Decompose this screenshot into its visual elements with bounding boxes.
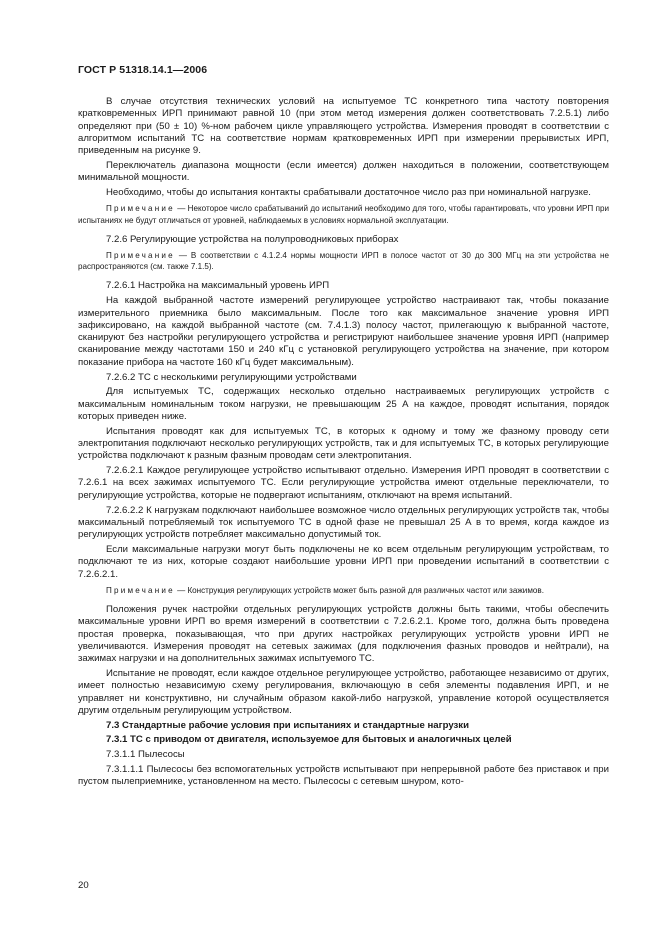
document-header: ГОСТ Р 51318.14.1—2006 [78, 64, 208, 76]
body-paragraph: На каждой выбранной частоте измерений регулирующее устройство настраивают так, чтобы показание измерительного приемника было максимальным. После того как максимальное значение уровня ИРП зафиксировано, на каждой выбранной частоте (см. 7.4.1.3) полосу частот, прилегающую к выбранной частоте, сканируют без настройки регулирующего устройства и регистрируют наибольшее значение уровня ИРП (например сканирование между частотами 150 и 240 кГц с установкой регулирующего устройства на значение, при котором показание прибора на частоте 160 кГц будет максимальным). [78, 295, 609, 368]
note-text: — Некоторое число срабатываний до испытаний необходимо для того, чтобы гарантировать, что уровни ИРП при испытаниях не будут отличаться от уровней, наблюдаемых в условиях нормальной эксплуатации. [78, 204, 609, 225]
note-text: — В соответствии с 4.1.2.4 нормы мощности ИРП в полосе частот от 30 до 300 МГц на эти устройства не распространяются (см. также 7.1.5). [78, 251, 609, 272]
page-number: 20 [78, 880, 89, 891]
note-paragraph [78, 203, 609, 225]
body-paragraph: 7.3.1.1.1 Пылесосы без вспомогательных устройств испытывают при непрерывной работе без приставок и при пустом пылеприемнике, установленном на место. Пылесосы с сетевым шнуром, кото- [78, 764, 609, 788]
body-paragraph: 7.3.1.1 Пылесосы [106, 749, 185, 761]
note-label: Примечание [106, 251, 175, 261]
body-paragraph: Положения ручек настройки отдельных регулирующих устройств должны быть такими, чтобы обеспечить максимальные уровни ИРП во время измерений в соответствии с 7.2.6.2.1. Кроме того, должна быть проведена простая проверка, показывающая, что при других настройках регулирующих устройств уровни ИРП не увеличиваются. Измерения проводят на сетевых зажимах (для подключения фазных проводов и нейтрали), на зажимах нагрузки и на дополнительных зажимах испытуемого ТС. [78, 604, 609, 665]
section-heading: 7.3.1 ТС с приводом от двигателя, используемое для бытовых и аналогичных целей [106, 734, 512, 746]
body-paragraph: 7.2.6.2 ТС с несколькими регулирующими устройствами [106, 371, 357, 383]
body-paragraph: В случае отсутствия технических условий на испытуемое ТС конкретного типа частоту повторения кратковременных ИРП принимают равной 10 (при этом метод измерения должен соответствовать 7.2.5.1) либо определяют при (50 ± 10) %-ном рабочем цикле управляющего устройства. Измерения проводят в соответствии с алгоритмом испытаний ТС на соответствие нормам кратковременных ИРП при измерении прерывистых ИРП, приведенным на рисунке 9. [78, 96, 609, 157]
note-text: — Конструкция регулирующих устройств может быть разной для различных частот или зажимов. [174, 585, 544, 595]
body-paragraph: Испытание не проводят, если каждое отдельное регулирующее устройство, работающее независимо от других, имеет полностью независимую схему регулирования, включающую в себя элементы подавления ИРП, и не управляет ни конструктивно, ни случайным образом какой-либо нагрузкой, управление которой осуществляется другим отдельным регулирующим устройством. [78, 668, 609, 716]
body-paragraph: Переключатель диапазона мощности (если имеется) должен находиться в положении, соответствующем минимальной мощности. [78, 159, 609, 184]
note-label: Примечание [106, 585, 175, 595]
document-body [78, 96, 609, 791]
note-label: Примечание [106, 204, 175, 214]
body-paragraph: 7.2.6.2.2 К нагрузкам подключают наибольшее возможное число отдельных регулирующих устройств так, чтобы максимальный потребляемый ток испытуемого ТС в одной фазе не превышал 25 А в то время, когда каждое из регулирующих устройств потребляет максимально допустимый ток. [78, 504, 609, 541]
note-paragraph [78, 585, 609, 596]
note-paragraph [78, 250, 609, 272]
body-paragraph: 7.2.6.1 Настройка на максимальный уровень ИРП [106, 280, 330, 292]
body-paragraph: Если максимальные нагрузки могут быть подключены не ко всем отдельным регулирующим устройствам, то подключают те из них, которые создают наибольшие уровни ИРП при проведении испытаний в соответствии с 7.2.6.2.1. [78, 543, 609, 580]
section-heading: 7.3 Стандартные рабочие условия при испытаниях и стандартные нагрузки [106, 719, 470, 731]
body-paragraph: Необходимо, чтобы до испытания контакты срабатывали достаточное число раз при номинальной нагрузке. [106, 187, 591, 199]
body-paragraph: Испытания проводят как для испытуемых ТС, в которых к одному и тому же фазному проводу сети электропитания подключают несколько регулирующих устройств, так и для испытуемых ТС, в которых регулирующие устройства подключают к разным фазным проводам сети электропитания. [78, 425, 609, 462]
body-paragraph: Для испытуемых ТС, содержащих несколько отдельно настраиваемых регулирующих устройств с максимальным номинальным током нагрузки, не превышающим 25 А на каждое, проводят испытания, порядок которых приведен ниже. [78, 386, 609, 422]
body-paragraph: 7.2.6.2.1 Каждое регулирующее устройство испытывают отдельно. Измерения ИРП проводят в соответствии с 7.2.6.1 на всех зажимах испытуемого ТС. Если регулирующие устройства имеют отдельные переключатели, то регулирующие устройства, которые не подвергают испытаниям, отключают на время испытаний. [78, 465, 609, 501]
body-paragraph: 7.2.6 Регулирующие устройства на полупроводниковых приборах [106, 233, 399, 245]
